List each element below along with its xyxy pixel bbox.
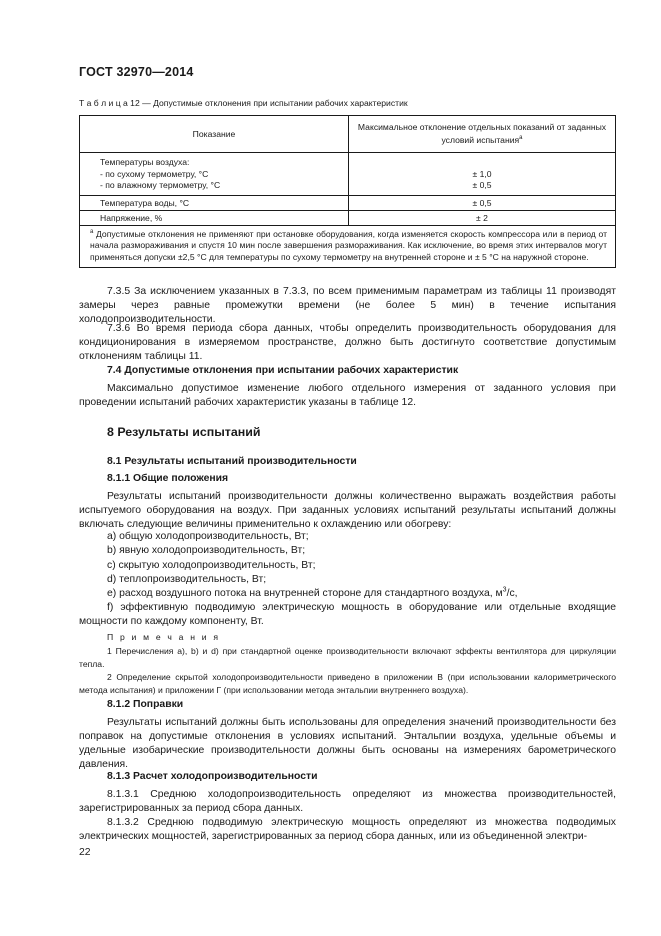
footnote-ref: а <box>519 135 523 142</box>
row-label <box>80 153 349 195</box>
tolerance-table <box>79 115 616 268</box>
list-item: d) теплопроизводительность, Вт; <box>107 573 267 585</box>
document-header: ГОСТ 32970—2014 <box>79 65 194 79</box>
column-header-reading: Показание <box>80 116 349 152</box>
row-label: Напряжение, % <box>80 211 349 225</box>
list-item: c) скрытую холодопроизводительность, Вт; <box>107 559 316 571</box>
row-value: ± 2 <box>476 212 488 223</box>
list-item: a) общую холодопроизводительность, Вт; <box>107 531 309 542</box>
table-caption: Т а б л и ц а 12 — Допустимые отклонения при испытании рабочих характеристик <box>79 98 408 108</box>
list-item: e) расход воздушного потока на внутренней стороне для стандартного воздуха, $м^3/с$, <box>107 586 518 600</box>
note-2: 2 Определение скрытой холодопроизводительности приведено в приложении В (при использовании калориметрического метода испытания) и приложении Г (при использовании метода энтальпии внутреннего воздуха). <box>79 672 616 695</box>
heading-section-8: 8 Результаты испытаний <box>107 425 261 439</box>
heading-8-1-2: 8.1.2 Поправки <box>107 699 184 710</box>
row-label-line: Температуры воздуха: <box>100 157 190 167</box>
row-value-line: ± 1,0 <box>472 168 492 179</box>
page-number: 22 <box>79 847 91 858</box>
paragraph-8-1-2: Результаты испытаний должны быть использованы для определения значений производительности без поправок на допустимые отклонения в условиях испытаний. Энтальпии воздуха, удельные объемы и удельные изобарические производительности должны быть основаны на измерениях барометрического давления. <box>79 717 616 770</box>
row-value: ± 0,5 <box>472 197 492 208</box>
row-label-line: - по влажному термометру, °С <box>100 180 221 190</box>
row-value <box>349 153 615 195</box>
list-item: b) явную холодопроизводительность, Вт; <box>107 545 306 557</box>
notes-header: П р и м е ч а н и я <box>107 632 221 642</box>
heading-8-1-1: 8.1.1 Общие положения <box>107 473 229 484</box>
paragraph-8-1-3-2: 8.1.3.2 Среднюю подводимую электрическую мощность определяют из множества подводимых электрических мощностей, зарегистрированных за период сбора данных, или из объединенной электри- <box>79 817 616 842</box>
column-header-deviation-line1: Максимальное отклонение отдельных показаний от заданных <box>357 122 607 132</box>
table-header-row <box>80 116 615 153</box>
row-label-line: - по сухому термометру, °С <box>100 168 209 179</box>
footnote-marker: а <box>90 228 94 235</box>
paragraph-7-3-6: 7.3.6 Во время периода сбора данных, чтобы определить производительность оборудования для кондиционирования в измеряемом пространстве, должно быть достигнуто соответствие допустимым отклонениям таблицы 11. <box>79 323 616 362</box>
note-1: 1 Перечисления а), b) и d) при стандартной оценке производительности включают эффекты вентилятора для циркуляции тепла. <box>79 646 616 669</box>
column-header-deviation-line2: условий испытания$^а$ <box>441 135 523 145</box>
heading-7-4: 7.4 Допустимые отклонения при испытании рабочих характеристик <box>107 365 459 376</box>
row-label: Температура воды, °С <box>80 196 349 210</box>
paragraph-8-1-1: Результаты испытаний производительности должны количественно выражать воздействия работы испытуемого оборудования на воздух. При заданных условиях испытаний результаты испытаний должны включать следующие величины применительно к охлаждению или обогреву: <box>79 491 616 530</box>
row-value-line: ± 0,5 <box>472 179 492 190</box>
table-row <box>80 196 615 211</box>
table-row <box>80 153 615 196</box>
paragraph-7-4: Максимально допустимое изменение любого отдельного измерения от заданного условия при проведении испытаний рабочих характеристик указаны в таблице 12. <box>79 383 616 408</box>
heading-8-1: 8.1 Результаты испытаний производительности <box>107 456 357 467</box>
heading-8-1-3: 8.1.3 Расчет холодопроизводительности <box>107 771 318 782</box>
table-footnote-row <box>80 226 615 268</box>
results-list <box>79 530 616 629</box>
paragraph-7-3-5: 7.3.5 За исключением указанных в 7.3.3, по всем применимым параметрам из таблицы 11 производят замеры через равные промежутки времени (не более 5 мин) в течение испытания холодопроизводительности. <box>79 286 616 325</box>
paragraph-8-1-3-1: 8.1.3.1 Среднюю холодопроизводительность определяют из множества производительностей, зарегистрированных за период сбора данных. <box>79 789 616 814</box>
table-row <box>80 211 615 226</box>
table-footnote: $^а$ Допустимые отклонения не применяют при остановке оборудования, когда изменяется скорость компрессора или в период от начала размораживания и спустя 10 мин после завершения размораживания. Как исключение, во время этих интервалов могут применяться допуски ±2,5 °С для температуры по сухому термометру на внутренней стороне и ± 5 °С на наружной стороне. <box>90 228 607 262</box>
list-item: f) эффективную подводимую электрическую мощность в оборудование или отдельные входящие мощности по каждому компоненту, Вт. <box>79 602 616 628</box>
column-header-deviation <box>349 116 615 152</box>
